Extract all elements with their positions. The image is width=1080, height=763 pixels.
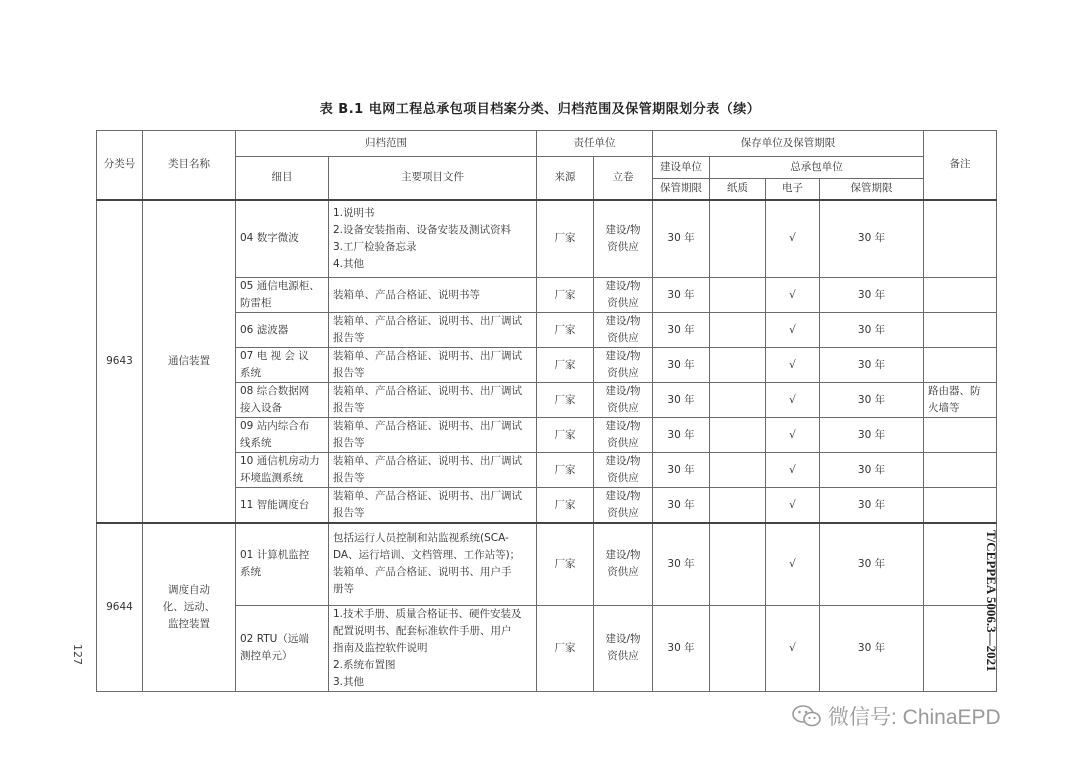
filing-cell [594, 488, 653, 524]
main-documents-line: 报告等 [333, 507, 365, 519]
detail-item-line: 线系统 [240, 437, 272, 449]
filing-cell-line: 建设/物 [605, 350, 641, 362]
epc-period-cell: 30 年 [820, 383, 924, 418]
main-documents [329, 605, 537, 691]
header-paper: 纸质 [710, 179, 766, 200]
electronic-check: √ [766, 453, 820, 488]
electronic-check: √ [766, 523, 820, 605]
epc-period-cell: 30 年 [820, 348, 924, 383]
source-cell: 厂家 [537, 605, 594, 691]
source-cell: 厂家 [537, 348, 594, 383]
main-documents-line: 报告等 [333, 367, 365, 379]
main-documents-line: 4.其他 [333, 257, 365, 270]
main-documents-line: 装箱单、产品合格证、说明书、出厂调试 [333, 315, 522, 327]
electronic-check: √ [766, 383, 820, 418]
construction-period-cell: 30 年 [653, 605, 710, 691]
filing-cell-line: 建设/物 [605, 315, 641, 327]
page-number: 127 [71, 644, 84, 665]
paper-cell [710, 383, 766, 418]
main-documents [329, 200, 537, 278]
main-documents-line: 2.系统布置图 [333, 658, 396, 671]
archive-classification-table [96, 130, 997, 692]
remarks-cell [924, 348, 997, 383]
header-main-documents: 主要项目文件 [329, 157, 537, 200]
construction-period-cell: 30 年 [653, 488, 710, 524]
remarks-cell [924, 418, 997, 453]
detail-item-line: 02 RTU（远端 [240, 633, 309, 645]
paper-cell [710, 488, 766, 524]
filing-cell-line: 建设/物 [605, 385, 641, 397]
main-documents [329, 383, 537, 418]
epc-period-cell: 30 年 [820, 278, 924, 313]
detail-item [236, 383, 329, 418]
main-documents-line: 1.说明书 [333, 206, 375, 219]
detail-item-line: 系统 [240, 367, 261, 379]
paper-cell [710, 418, 766, 453]
source-cell: 厂家 [537, 523, 594, 605]
electronic-check: √ [766, 278, 820, 313]
main-documents-line: 装箱单、产品合格证、说明书、出厂调试 [333, 490, 522, 502]
source-cell: 厂家 [537, 200, 594, 278]
remarks-cell [924, 453, 997, 488]
filing-cell-line: 资供应 [607, 240, 639, 253]
main-documents [329, 278, 537, 313]
table-body [97, 200, 997, 692]
construction-period-cell: 30 年 [653, 313, 710, 348]
filing-cell-line: 资供应 [607, 472, 639, 484]
category-name [143, 523, 236, 691]
remarks-cell [924, 488, 997, 524]
source-cell: 厂家 [537, 488, 594, 524]
main-documents-line: 装箱单、产品合格证、说明书、出厂调试 [333, 420, 522, 432]
table-row [97, 523, 997, 605]
header-remarks: 备注 [924, 131, 997, 200]
paper-cell [710, 313, 766, 348]
epc-period-cell: 30 年 [820, 605, 924, 691]
main-documents-line: 2.设备安装指南、设备安装及测试资料 [333, 223, 512, 236]
header-source: 来源 [537, 157, 594, 200]
main-documents [329, 418, 537, 453]
electronic-check: √ [766, 348, 820, 383]
epc-period-cell: 30 年 [820, 200, 924, 278]
detail-item-line: 01 计算机监控 [240, 549, 310, 562]
source-cell: 厂家 [537, 313, 594, 348]
category-name-line: 化、远动、 [162, 600, 216, 613]
header-epc-unit: 总承包单位 [710, 157, 924, 179]
detail-item [236, 488, 329, 524]
filing-cell-line: 建设/物 [605, 420, 641, 432]
category-name-line: 通信装置 [168, 354, 210, 367]
remarks-cell [924, 383, 997, 418]
main-documents-line: DA、运行培训、文档管理、工作站等)； [333, 549, 521, 562]
construction-period-cell: 30 年 [653, 453, 710, 488]
filing-cell-line: 资供应 [607, 437, 639, 449]
detail-item [236, 278, 329, 313]
main-documents-line: 3.其他 [333, 675, 365, 688]
filing-cell-line: 建设/物 [605, 490, 641, 502]
main-documents-line: 报告等 [333, 402, 365, 414]
filing-cell-line: 资供应 [607, 332, 639, 344]
paper-cell [710, 523, 766, 605]
detail-item-line: 08 综合数据网 [240, 385, 310, 397]
detail-item-line: 接入设备 [240, 402, 282, 414]
paper-cell [710, 605, 766, 691]
main-documents-line: 装箱单、产品合格证、说明书、出厂调试 [333, 455, 522, 467]
main-documents-line: 报告等 [333, 332, 365, 344]
paper-cell [710, 278, 766, 313]
detail-item [236, 523, 329, 605]
detail-item [236, 313, 329, 348]
electronic-check: √ [766, 200, 820, 278]
detail-item-line: 04 数字微波 [240, 232, 299, 245]
electronic-check: √ [766, 313, 820, 348]
watermark-text: 微信号: ChinaEPD [828, 706, 1001, 729]
filing-cell [594, 313, 653, 348]
main-documents-line: 配置说明书、配套标准软件手册、用户 [333, 624, 512, 637]
paper-cell [710, 348, 766, 383]
epc-period-cell: 30 年 [820, 313, 924, 348]
main-documents-line: 指南及监控软件说明 [333, 641, 428, 654]
construction-period-cell: 30 年 [653, 523, 710, 605]
epc-period-cell: 30 年 [820, 418, 924, 453]
paper-cell [710, 453, 766, 488]
table-caption: 表 B.1 电网工程总承包项目档案分类、归档范围及保管期限划分表（续） [319, 102, 761, 117]
main-documents-line: 3.工厂检验备忘录 [333, 240, 417, 253]
header-detail-item: 细目 [236, 157, 329, 200]
header-construction-unit: 建设单位 [653, 157, 710, 179]
filing-cell [594, 278, 653, 313]
filing-cell-line: 建设/物 [605, 455, 641, 467]
header-responsible-unit: 责任单位 [537, 131, 653, 157]
main-documents-line: 报告等 [333, 437, 365, 449]
main-documents-line: 报告等 [333, 472, 365, 484]
main-documents-line: 装箱单、产品合格证、说明书、用户手 [333, 566, 512, 579]
category-name [143, 200, 236, 524]
detail-item-line: 11 智能调度台 [240, 498, 310, 511]
main-documents [329, 348, 537, 383]
filing-cell [594, 348, 653, 383]
electronic-check: √ [766, 418, 820, 453]
electronic-check: √ [766, 488, 820, 524]
construction-period-cell: 30 年 [653, 200, 710, 278]
header-epc-period: 保管期限 [820, 179, 924, 200]
filing-cell-line: 资供应 [607, 297, 639, 309]
main-documents-line: 1.技术手册、质量合格证书、硬件安装及 [333, 607, 522, 620]
construction-period-cell: 30 年 [653, 418, 710, 453]
source-cell: 厂家 [537, 453, 594, 488]
detail-item-line: 09 站内综合布 [240, 420, 310, 432]
main-documents-line: 装箱单、产品合格证、说明书等 [333, 288, 480, 301]
epc-period-cell: 30 年 [820, 488, 924, 524]
filing-cell-line: 建设/物 [605, 633, 641, 645]
construction-period-cell: 30 年 [653, 383, 710, 418]
construction-period-cell: 30 年 [653, 278, 710, 313]
filing-cell-line: 资供应 [607, 566, 639, 579]
standard-code [978, 530, 999, 685]
detail-item-line: 环境监测系统 [240, 472, 303, 484]
electronic-check: √ [766, 605, 820, 691]
filing-cell [594, 383, 653, 418]
detail-item [236, 418, 329, 453]
filing-cell-line: 建设/物 [605, 280, 641, 292]
watermark [792, 703, 1001, 729]
classification-code: 9643 [97, 200, 143, 524]
filing-cell [594, 523, 653, 605]
main-documents-line: 包括运行人员控制和站监视系统(SCA- [333, 532, 509, 545]
standard-code-text: T/CEPPEA 5006.3—2021 [984, 530, 999, 672]
main-documents [329, 488, 537, 524]
header-retention: 保存单位及保管期限 [653, 131, 924, 157]
detail-item-line: 系统 [240, 566, 261, 579]
remarks-cell [924, 278, 997, 313]
detail-item-line: 防雷柜 [240, 297, 272, 309]
detail-item-line: 测控单元） [240, 650, 293, 662]
header-filing: 立卷 [594, 157, 653, 200]
detail-item [236, 200, 329, 278]
detail-item [236, 453, 329, 488]
classification-code: 9644 [97, 523, 143, 691]
category-name-line: 监控装置 [168, 617, 210, 630]
detail-item-line: 07 电 视 会 议 [240, 350, 309, 362]
detail-item-line: 06 滤波器 [240, 323, 289, 336]
header-archive-scope: 归档范围 [236, 131, 537, 157]
source-cell: 厂家 [537, 383, 594, 418]
header-electronic: 电子 [766, 179, 820, 200]
main-documents-line: 装箱单、产品合格证、说明书、出厂调试 [333, 385, 522, 397]
filing-cell [594, 418, 653, 453]
filing-cell [594, 200, 653, 278]
filing-cell-line: 资供应 [607, 650, 639, 662]
filing-cell-line: 资供应 [607, 367, 639, 379]
detail-item-line: 10 通信机房动力 [240, 455, 320, 467]
filing-cell-line: 资供应 [607, 507, 639, 519]
epc-period-cell: 30 年 [820, 523, 924, 605]
main-documents [329, 523, 537, 605]
remarks-cell [924, 200, 997, 278]
category-name-line: 调度自动 [168, 583, 210, 596]
construction-period-cell: 30 年 [653, 348, 710, 383]
filing-cell-line: 资供应 [607, 402, 639, 414]
source-cell: 厂家 [537, 278, 594, 313]
main-documents-line: 册等 [333, 583, 354, 596]
wechat-icon [792, 704, 822, 728]
remarks-cell-line: 路由器、防 [928, 385, 981, 397]
main-documents-line: 装箱单、产品合格证、说明书、出厂调试 [333, 350, 522, 362]
filing-cell-line: 建设/物 [605, 549, 641, 562]
filing-cell-line: 建设/物 [605, 223, 641, 236]
main-documents [329, 453, 537, 488]
header-category-name: 类目名称 [143, 131, 236, 200]
paper-cell [710, 200, 766, 278]
remarks-cell [924, 313, 997, 348]
filing-cell [594, 453, 653, 488]
filing-cell [594, 605, 653, 691]
header-construction-period: 保管期限 [653, 179, 710, 200]
remarks-cell-line: 火墙等 [928, 402, 960, 414]
detail-item-line: 05 通信电源柜、 [240, 280, 320, 292]
epc-period-cell: 30 年 [820, 453, 924, 488]
header-classification-no: 分类号 [97, 131, 143, 200]
table-row [97, 200, 997, 278]
detail-item [236, 348, 329, 383]
source-cell: 厂家 [537, 418, 594, 453]
main-documents [329, 313, 537, 348]
detail-item [236, 605, 329, 691]
